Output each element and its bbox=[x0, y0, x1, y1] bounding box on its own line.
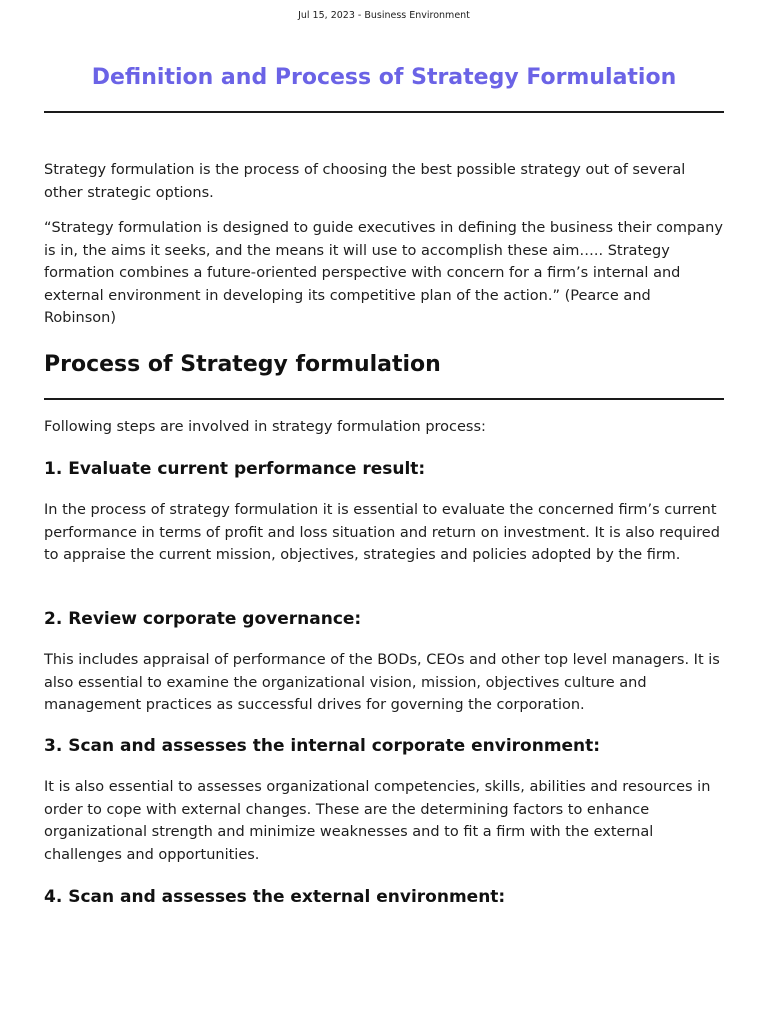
step-4-heading: 4. Scan and assesses the external environment: bbox=[44, 887, 506, 907]
step-3-body: It is also essential to assesses organizational competencies, skills, abilities and resources in order to cope with external changes. These are the determining factors to enhance organizational strength and minimize weaknesses and to fit a firm with the external challenges and opportunities. bbox=[44, 779, 711, 863]
step-1-heading: 1. Evaluate current performance result: bbox=[44, 459, 426, 479]
step-1-body: In the process of strategy formulation it is essential to evaluate the concerned firm’s current performance in terms of profit and loss situation and return on investment. It is also required to appraise the current mission, objectives, strategies and policies adopted by the firm. bbox=[44, 502, 720, 563]
post-meta: Jul 15, 2023 - Business Environment bbox=[298, 10, 470, 21]
section-heading: Process of Strategy formulation bbox=[44, 352, 441, 377]
quote-paragraph: “Strategy formulation is designed to guide executives in defining the business their company is in, the aims it seeks, and the means it will use to accomplish these aim….. Strategy formation combines a future-oriented perspective with concern for a firm’s internal and external environment in developing its competitive plan of the action.” (Pearce and Robinson) bbox=[44, 220, 723, 326]
step-3-heading: 3. Scan and assesses the internal corporate environment: bbox=[44, 736, 601, 756]
section-divider bbox=[44, 398, 724, 400]
intro-paragraph: Strategy formulation is the process of choosing the best possible strategy out of several other strategic options. bbox=[44, 162, 686, 201]
title-divider bbox=[44, 111, 724, 113]
step-2-heading: 2. Review corporate governance: bbox=[44, 609, 362, 629]
section-lead: Following steps are involved in strategy formulation process: bbox=[44, 419, 486, 435]
step-2-body: This includes appraisal of performance of the BODs, CEOs and other top level managers. It is also essential to examine the organizational vision, mission, objectives culture and management practices as successful drives for governing the corporation. bbox=[44, 652, 720, 713]
page-title: Definition and Process of Strategy Formulation bbox=[91, 65, 677, 90]
